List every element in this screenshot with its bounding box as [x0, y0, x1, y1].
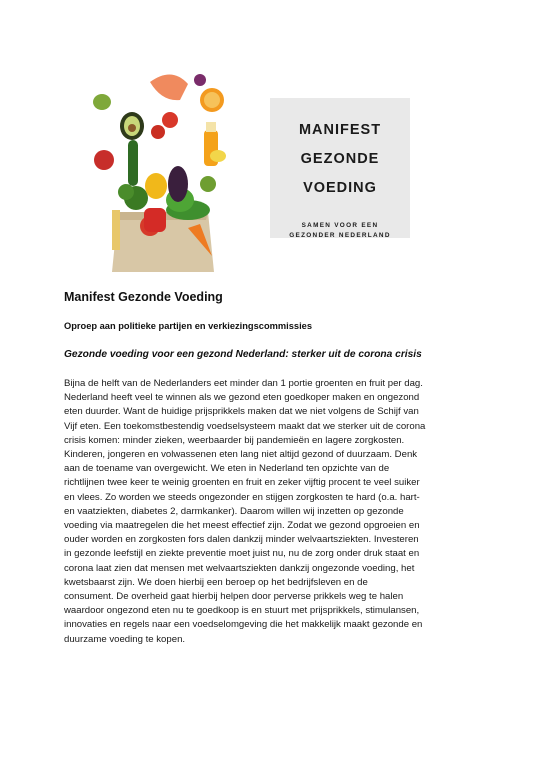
- document-tagline: Gezonde voeding voor een gezond Nederland: sterker uit de corona crisis: [64, 349, 422, 360]
- card-title-line: GEZONDE: [300, 151, 380, 167]
- card-title: [270, 116, 410, 203]
- body-line: richtlijnen twee keer te weinig groenten en fruit en zeker vijftig procent te veel suiker: [64, 477, 420, 489]
- document-subheading: Oproep aan politieke partijen en verkiezingscommissies: [64, 321, 313, 331]
- body-line: en vaatziekten, diabetes 2, darmkanker). Daarom willen wij inzetten op gezonde: [64, 505, 404, 517]
- body-line: corona laat zien dat mensen met welvaartsziekten dankzij ongezonde voeding, het: [64, 562, 415, 574]
- body-line: Bijna de helft van de Nederlanders eet minder dan 1 portie groenten en fruit per dag.: [64, 378, 423, 389]
- body-text: [64, 377, 484, 647]
- grocery-bag-illustration: [88, 60, 234, 272]
- body-line: kwetsbaarst zijn. We doen hierbij een beroep op het bedrijfsleven en de: [64, 576, 368, 588]
- body-line: duurzame voeding te kopen.: [64, 633, 186, 645]
- body-line: crisis komen: minder zieken, weerbaarder bij pandemieën en lagere zorgkosten.: [64, 434, 405, 446]
- body-line: en vlees. Zo worden we steeds ongezonder en stijgen zorgkosten te hard (o.a. hart-: [64, 491, 420, 503]
- body-line: consument. De overheid gaat hierbij helpen door perverse prikkels weg te halen: [64, 591, 404, 603]
- card-subtitle: [270, 221, 410, 241]
- body-line: voeding via maatregelen die het meest effectief zijn. Zodat we gezond opgroeien en: [64, 520, 420, 532]
- card-title-line: MANIFEST: [298, 122, 382, 138]
- body-line: waardoor ongezond eten nu te goedkoop is en stuurt met prijsprikkels, stimulansen,: [64, 605, 420, 617]
- card-title-line: VOEDING: [303, 180, 377, 196]
- manifest-card: [270, 98, 410, 238]
- body-line: in gezonde leefstijl en ziekte preventie moet juist nu, nu de zorg onder druk staat en: [64, 548, 420, 560]
- body-line: aan de toename van overgewicht. We eten in Nederland ten opzichte van de: [64, 463, 390, 475]
- body-line: ouder worden en zorgkosten fors dalen dankzij minder welvaartsziekten. Investeren: [64, 534, 419, 546]
- card-subtitle-line: GEZONDER NEDERLAND: [289, 232, 391, 239]
- body-line: eten duurder. Want de huidige prijsprikkels maken dat we niet volgens de Schijf van: [64, 406, 419, 418]
- document-heading: Manifest Gezonde Voeding: [64, 290, 223, 304]
- body-line: Kinderen, jongeren en volwassenen eten lang niet altijd gezond of duurzaam. Denk: [64, 449, 418, 461]
- body-line: innovaties en regels naar een voedselomgeving die het makkelijk maakt gezonde en: [64, 619, 423, 631]
- body-line: Vijf eten. Een toekomstbestendig voedselsysteem maakt dat we sterker uit de corona: [64, 420, 426, 432]
- card-subtitle-line: SAMEN VOOR EEN: [301, 222, 379, 229]
- body-line: Nederland heeft veel te winnen als we gezond eten goedkoper maken en ongezond: [64, 392, 420, 404]
